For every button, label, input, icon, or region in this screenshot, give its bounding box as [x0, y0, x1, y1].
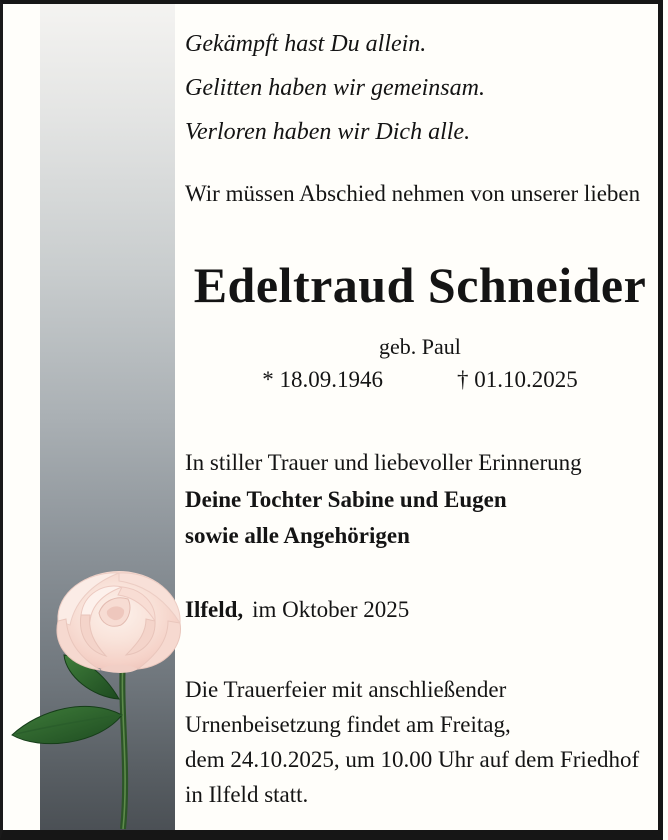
funeral-info-line-2: Urnenbeisetzung findet am Freitag,: [185, 712, 511, 737]
mourning-line: In stiller Trauer und liebevoller Erinnerung: [185, 450, 582, 475]
death-date: † 01.10.2025: [457, 367, 578, 392]
place-date-line: [185, 595, 409, 625]
funeral-info-line-1: Die Trauerfeier mit anschließender: [185, 677, 507, 702]
funeral-info: [185, 672, 639, 812]
funeral-info-line-4: in Ilfeld statt.: [185, 782, 309, 807]
life-dates: [180, 365, 660, 395]
maiden-name: geb. Paul: [379, 334, 461, 359]
birth-date: * 18.09.1946: [262, 367, 383, 392]
funeral-info-line-3: dem 24.10.2025, um 10.00 Uhr auf dem Friedhof: [185, 747, 640, 772]
deceased-name: Edeltraud Schneider: [193, 257, 647, 313]
rose-icon: [6, 563, 188, 833]
intro-line: Wir müssen Abschied nehmen von unserer lieben: [185, 181, 641, 206]
place-name: Ilfeld,: [185, 597, 244, 622]
epigraph-line-3: Verloren haben wir Dich alle.: [185, 119, 471, 145]
epigraph-line-1: Gekämpft hast Du allein.: [185, 31, 427, 57]
mourners-line-1: Deine Tochter Sabine und Eugen: [185, 487, 507, 512]
epigraph: [185, 22, 485, 154]
epigraph-line-2: Gelitten haben wir gemeinsam.: [185, 75, 485, 101]
notice-month: im Oktober 2025: [252, 597, 410, 622]
mourners-line-2: sowie alle Angehörigen: [185, 523, 410, 548]
